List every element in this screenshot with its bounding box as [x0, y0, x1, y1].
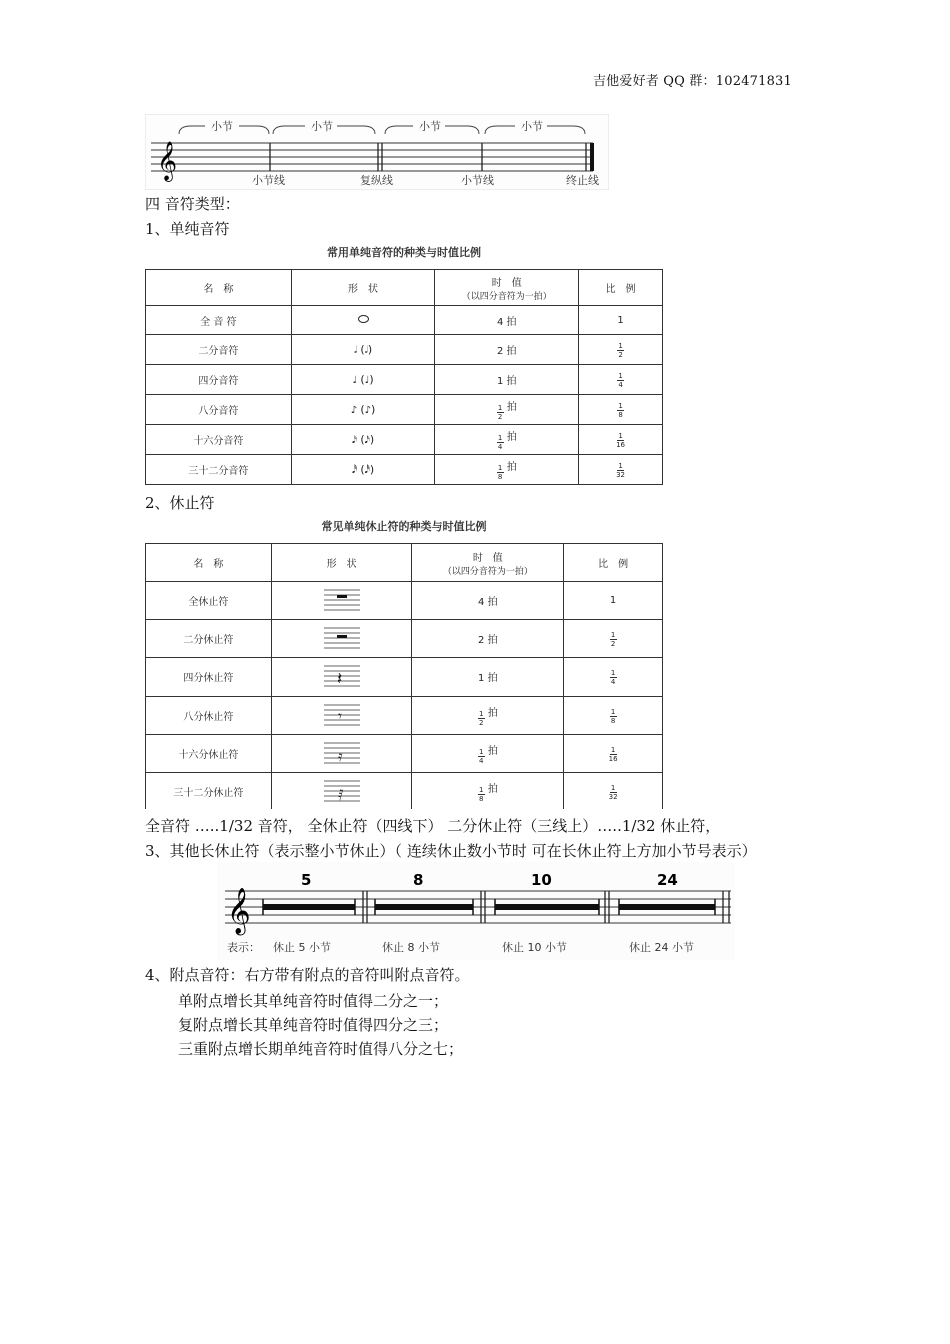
ratio-num: 1 — [610, 707, 616, 716]
measure-count-24: 24 — [657, 871, 678, 889]
ratio-den: 32 — [616, 471, 626, 479]
rest-name: 二分休止符 — [146, 620, 272, 658]
half-note-icon: 𝅗𝅥 (𝅗𝅥) — [291, 335, 435, 365]
ratio-num: 1 — [618, 462, 623, 470]
value-den: 4 — [497, 443, 503, 451]
multi-rest-svg — [217, 862, 735, 960]
rest-value — [412, 734, 564, 772]
th-value — [435, 270, 579, 306]
bracket-label-1: 小节 — [211, 120, 233, 133]
final-bar-thick — [590, 143, 594, 171]
th-value-label: 时 值 — [491, 277, 522, 289]
table-row — [146, 772, 663, 809]
subsection-2: 2、休止符 — [145, 494, 215, 512]
notes-table — [145, 269, 663, 485]
rest-name: 全休止符 — [146, 582, 272, 620]
note-value — [435, 395, 579, 425]
section-4-title: 四 音符类型： — [145, 195, 240, 213]
rests-table — [145, 543, 663, 809]
rests-table-title: 常见单纯休止符的种类与时值比例 — [321, 520, 487, 533]
sixteenth-note-icon: 𝅘𝅥𝅯 (𝅘𝅥𝅯) — [291, 425, 435, 455]
value-unit: 拍 — [487, 783, 498, 795]
notes-table-title: 常用单纯音符的种类与时值比例 — [327, 246, 481, 259]
rest-value: 1 拍 — [412, 658, 564, 696]
svg-text:𝅀: 𝅀 — [337, 785, 344, 802]
rest-value: 4 拍 — [412, 582, 564, 620]
eighth-rest-icon — [271, 696, 412, 734]
th-ratio: 比 例 — [564, 544, 663, 582]
quarter-note-icon: ♩ (♩) — [291, 365, 435, 395]
header-qq-group: 吉他爱好者 QQ 群：102471831 — [592, 74, 792, 89]
th-ratio: 比 例 — [579, 270, 663, 306]
value-num: 1 — [497, 464, 503, 472]
value-den: 2 — [478, 718, 484, 727]
label-bar-line: 小节线 — [252, 174, 285, 187]
rest-ratio — [564, 734, 663, 772]
rest-ratio — [564, 620, 663, 658]
rest-ratio — [564, 696, 663, 734]
note-value: 4 拍 — [435, 306, 579, 335]
rest-ratio: 1 — [564, 582, 663, 620]
value-num: 1 — [478, 747, 484, 756]
label-double-bar: 复纵线 — [360, 174, 393, 187]
ratio-num: 1 — [618, 372, 623, 380]
table-row — [146, 455, 663, 485]
note-ratio — [579, 455, 663, 485]
notes-table-figure — [145, 241, 663, 486]
th-value-label: 时 值 — [472, 552, 503, 564]
note-ratio: 1 — [579, 306, 663, 335]
subsection-3: 3、其他长休止符（表示整小节休止）（ 连续休止数小节时 可在长休止符上方加小节号表示） — [145, 842, 757, 860]
value-den: 2 — [497, 413, 503, 421]
table-row — [146, 395, 663, 425]
value-num: 1 — [478, 709, 484, 718]
note-ratio — [579, 335, 663, 365]
rest-ratio — [564, 658, 663, 696]
value-den: 4 — [478, 756, 484, 765]
rest-name: 三十二分休止符 — [146, 772, 272, 809]
dotted-note-line-2: 复附点增长其单纯音符时值得四分之三； — [178, 1016, 449, 1034]
barline-figure — [145, 114, 609, 190]
value-num: 1 — [497, 404, 503, 412]
treble-clef-icon: 𝄞 — [227, 888, 251, 934]
whole-rest-icon — [271, 582, 412, 620]
note-ratio — [579, 425, 663, 455]
th-value-sub: （以四分音符为一拍） — [461, 291, 552, 302]
legend-rest-24: 休止 24 小节 — [629, 941, 694, 954]
measure-count-5: 5 — [301, 871, 312, 889]
value-unit: 拍 — [487, 745, 498, 757]
note-value: 2 拍 — [435, 335, 579, 365]
value-unit: 拍 — [487, 707, 498, 719]
ratio-num: 1 — [618, 432, 623, 440]
value-num: 1 — [497, 434, 503, 442]
note-value — [435, 425, 579, 455]
summary-line: 全音符 …..1/32 音符， 全休止符（四线下） 二分休止符（三线上）…..1/32 休止符， — [145, 817, 721, 835]
value-den: 8 — [497, 473, 503, 481]
table-row — [146, 734, 663, 772]
ratio-num: 1 — [610, 669, 616, 678]
note-name: 十六分音符 — [146, 425, 292, 455]
whole-note-icon — [291, 306, 435, 335]
subsection-1: 1、单纯音符 — [145, 220, 230, 238]
svg-text:𝄿: 𝄿 — [337, 746, 343, 764]
legend-rest-8: 休止 8 小节 — [382, 941, 440, 954]
eighth-note-icon: ♪ (♪) — [291, 395, 435, 425]
th-value — [412, 544, 564, 582]
value-den: 8 — [478, 794, 484, 803]
label-bar-line-2: 小节线 — [461, 174, 494, 187]
thirty-second-note-icon: 𝅘𝅥𝅰 (𝅘𝅥𝅰) — [291, 455, 435, 485]
multi-rest-figure — [217, 862, 735, 960]
note-name: 全 音 符 — [146, 306, 292, 335]
thirty-second-rest-icon — [271, 772, 412, 809]
value-num: 1 — [478, 785, 484, 794]
ratio-den: 4 — [610, 678, 616, 687]
rest-ratio — [564, 772, 663, 809]
ratio-den: 16 — [608, 754, 618, 763]
table-row — [146, 658, 663, 696]
barline-staff-svg — [145, 114, 609, 190]
bracket-label-2: 小节 — [311, 120, 333, 133]
ratio-den: 8 — [618, 411, 623, 419]
legend-rest-10: 休止 10 小节 — [502, 941, 567, 954]
note-name: 二分音符 — [146, 335, 292, 365]
table-row — [146, 425, 663, 455]
rest-name: 八分休止符 — [146, 696, 272, 734]
table-row — [146, 696, 663, 734]
th-shape: 形 状 — [271, 544, 412, 582]
rests-table-figure — [145, 515, 663, 809]
table-row — [146, 335, 663, 365]
ratio-den: 4 — [618, 381, 623, 389]
treble-clef-icon: 𝄞 — [157, 141, 178, 181]
note-ratio — [579, 365, 663, 395]
ratio-den: 32 — [608, 792, 618, 801]
rest-name: 十六分休止符 — [146, 734, 272, 772]
table-row — [146, 306, 663, 335]
table-row — [146, 620, 663, 658]
label-final-bar: 终止线 — [566, 174, 599, 187]
svg-text:𝄾: 𝄾 — [337, 706, 342, 725]
th-shape: 形 状 — [291, 270, 435, 306]
table-row — [146, 365, 663, 395]
value-unit: 拍 — [506, 432, 517, 443]
table-row — [146, 582, 663, 620]
ratio-den: 8 — [610, 716, 616, 725]
ratio-den: 2 — [618, 351, 623, 359]
subsection-4: 4、附点音符：右方带有附点的音符叫附点音符。 — [145, 966, 470, 984]
legend-prefix: 表示： — [227, 941, 260, 954]
th-value-sub: （以四分音符为一拍） — [442, 566, 533, 577]
ratio-num: 1 — [618, 342, 623, 350]
ratio-den: 16 — [616, 441, 626, 449]
measure-count-8: 8 — [413, 871, 424, 889]
note-name: 三十二分音符 — [146, 455, 292, 485]
bracket-label-4: 小节 — [521, 120, 543, 133]
ratio-den: 2 — [610, 640, 616, 649]
measure-count-10: 10 — [531, 871, 552, 889]
dotted-note-line-3: 三重附点增长期单纯音符时值得八分之七； — [178, 1040, 464, 1058]
half-rest-icon — [271, 620, 412, 658]
rest-name: 四分休止符 — [146, 658, 272, 696]
note-name: 四分音符 — [146, 365, 292, 395]
th-name: 名 称 — [146, 270, 292, 306]
legend-rest-5: 休止 5 小节 — [273, 941, 331, 954]
value-unit: 拍 — [506, 462, 517, 473]
bracket-label-3: 小节 — [419, 120, 441, 133]
note-value — [435, 455, 579, 485]
note-name: 八分音符 — [146, 395, 292, 425]
ratio-num: 1 — [618, 402, 623, 410]
rest-value — [412, 696, 564, 734]
rest-value — [412, 772, 564, 809]
ratio-num: 1 — [610, 631, 616, 640]
svg-text:𝄽: 𝄽 — [336, 669, 342, 688]
th-name: 名 称 — [146, 544, 272, 582]
note-value: 1 拍 — [435, 365, 579, 395]
note-ratio — [579, 395, 663, 425]
ratio-num: 1 — [610, 783, 616, 792]
value-unit: 拍 — [506, 402, 517, 413]
ratio-num: 1 — [610, 745, 616, 754]
quarter-rest-icon — [271, 658, 412, 696]
rest-value: 2 拍 — [412, 620, 564, 658]
dotted-note-line-1: 单附点增长其单纯音符时值得二分之一； — [178, 992, 449, 1010]
sixteenth-rest-icon — [271, 734, 412, 772]
